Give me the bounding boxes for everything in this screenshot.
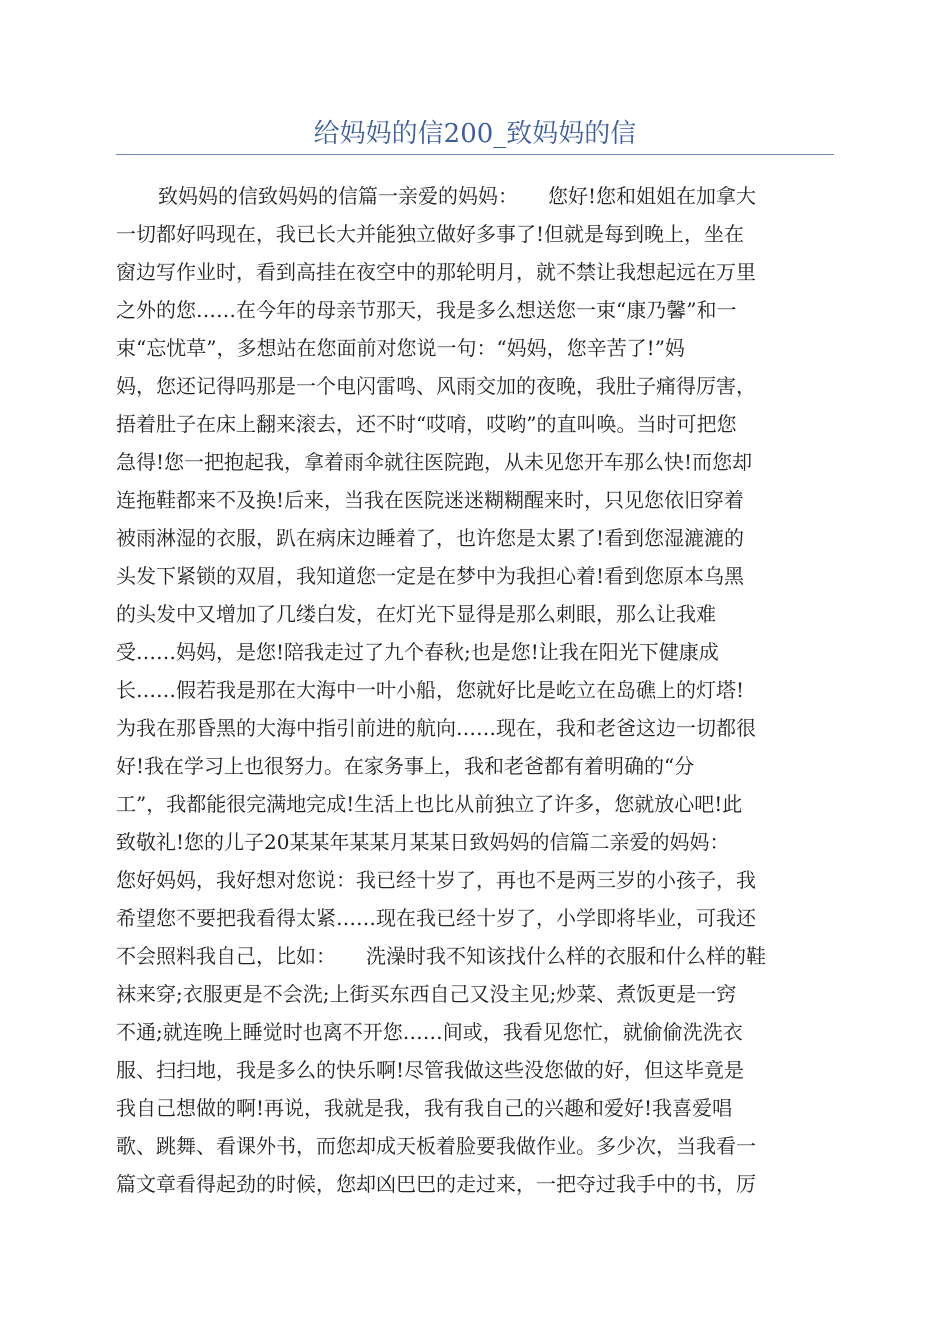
body-line: 好!我在学习上也很努力。在家务事上，我和老爸都有着明确的“分	[116, 754, 695, 778]
body-line: 您好妈妈，我好想对您说：我已经十岁了，再也不是两三岁的小孩子，我	[116, 868, 756, 892]
body-line: 受……妈妈，是您!陪我走过了九个春秋;也是您!让我在阳光下健康成	[116, 640, 719, 664]
body-line: 急得!您一把抱起我，拿着雨伞就往医院跑，从未见您开车那么快!而您却	[116, 450, 753, 474]
body-line: 一切都好吗现在，我已长大并能独立做好多事了!但就是每到晚上，坐在	[116, 222, 745, 246]
title-underline	[116, 154, 834, 155]
body-line: 不通;就连晚上睡觉时也离不开您……间或，我看见您忙，就偷偷洗洗衣	[116, 1020, 743, 1044]
body-line: 束“忘忧草”，多想站在您面前对您说一句：“妈妈，您辛苦了!”妈	[116, 336, 685, 360]
body-line: 被雨淋湿的衣服，趴在病床边睡着了，也许您是太累了!看到您湿漉漉的	[116, 526, 745, 550]
body-line: 服、扫扫地，我是多么的快乐啊!尽管我做这些没您做的好，但这毕竟是	[116, 1058, 745, 1082]
body-line: 之外的您……在今年的母亲节那天，我是多么想送您一束“康乃馨”和一	[116, 298, 737, 322]
body-line: 连拖鞋都来不及换!后来，当我在医院迷迷糊糊醒来时，只见您依旧穿着	[116, 488, 745, 512]
body-line: 为我在那昏黑的大海中指引前进的航向……现在，我和老爸这边一切都很	[116, 716, 756, 740]
body-line: 的头发中又增加了几缕白发，在灯光下显得是那么刺眼，那么让我难	[116, 602, 716, 626]
body-line: 歌、跳舞、看课外书，而您却成天板着脸要我做作业。多少次，当我看一	[116, 1134, 756, 1158]
body-line: 窗边写作业时，看到高挂在夜空中的那轮明月，就不禁让我想起远在万里	[116, 260, 756, 284]
document-title: 给妈妈的信200_致妈妈的信	[313, 119, 637, 149]
letter-body	[116, 177, 834, 1203]
body-line: 我自己想做的啊!再说，我就是我，我有我自己的兴趣和爱好!我喜爱唱	[116, 1096, 733, 1120]
body-line: 致妈妈的信致妈妈的信篇一亲爱的妈妈： 您好!您和姐姐在加拿大	[158, 184, 757, 208]
body-line: 妈，您还记得吗那是一个电闪雷鸣、风雨交加的夜晚，我肚子痛得厉害，	[116, 374, 756, 398]
body-line: 希望您不要把我看得太紧……现在我已经十岁了，小学即将毕业，可我还	[116, 906, 756, 930]
body-line: 致敬礼!您的儿子20某某年某某月某某日致妈妈的信篇二亲爱的妈妈：	[116, 830, 730, 854]
body-line: 工”，我都能很完满地完成!生活上也比从前独立了许多，您就放心吧!此	[116, 792, 743, 816]
body-line: 不会照料我自己，比如： 洗澡时我不知该找什么样的衣服和什么样的鞋	[116, 944, 766, 968]
body-line: 长……假若我是那在大海中一叶小船，您就好比是屹立在岛礁上的灯塔!	[116, 678, 745, 702]
body-line: 捂着肚子在床上翻来滚去，还不时“哎唷，哎哟”的直叫唤。当时可把您	[116, 412, 737, 436]
body-line: 袜来穿;衣服更是不会洗;上街买东西自己又没主见;炒菜、煮饭更是一窍	[116, 982, 737, 1006]
body-line: 头发下紧锁的双眉，我知道您一定是在梦中为我担心着!看到您原本乌黑	[116, 564, 745, 588]
body-line: 篇文章看得起劲的时候，您却凶巴巴的走过来，一把夺过我手中的书，厉	[116, 1172, 756, 1196]
